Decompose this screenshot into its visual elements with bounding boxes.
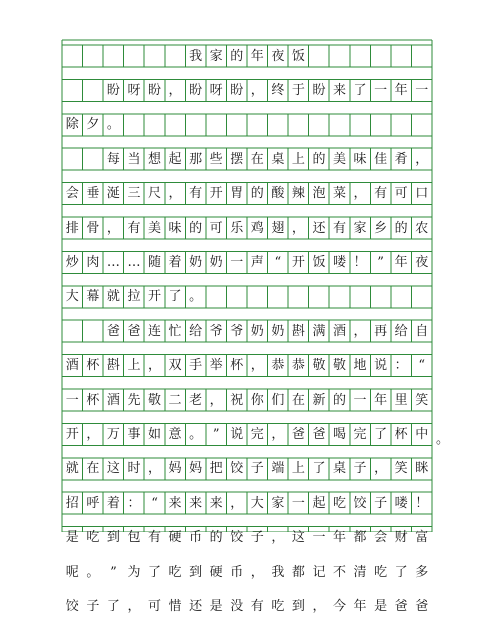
grid-character: 美	[148, 220, 162, 236]
grid-character: 终	[271, 82, 285, 98]
grid-character: 这	[291, 530, 305, 546]
grid-character	[62, 148, 83, 170]
grid-character: 爸	[291, 426, 305, 442]
grid-character: 排	[65, 220, 79, 236]
grid-character: 拉	[127, 289, 141, 305]
grid-character	[165, 45, 186, 67]
grid-character: ：	[127, 495, 141, 511]
grid-character: 了	[168, 289, 182, 305]
grid-character: 夕	[86, 117, 100, 133]
grid-character: 了	[374, 426, 388, 442]
grid-character: ，	[291, 220, 305, 236]
grid-character: 万	[106, 426, 120, 442]
grid-character: ”	[212, 426, 220, 442]
grid-character: 都	[353, 530, 367, 546]
grid-character: 给	[394, 323, 408, 339]
grid-character	[62, 45, 83, 67]
grid-character: 来	[168, 495, 182, 511]
grid-character: 幕	[86, 289, 100, 305]
grid-character: 爸	[394, 598, 408, 614]
grid-character: 清	[353, 564, 367, 580]
grid-character: 币	[189, 530, 203, 546]
grid-character: 今	[333, 598, 347, 614]
grid-character: 是	[209, 598, 223, 614]
grid-character: 夜	[271, 48, 285, 64]
grid-character: 惜	[168, 598, 182, 614]
grid-character: 一	[230, 254, 244, 270]
grid-character: 们	[271, 392, 285, 408]
grid-character: 饺	[353, 495, 367, 511]
grid-character: 子	[250, 461, 264, 477]
grid-character: 斟	[106, 358, 120, 374]
grid-character	[83, 79, 104, 101]
grid-character: 奶	[189, 254, 203, 270]
grid-character: 币	[230, 564, 244, 580]
grid-character: 吃	[333, 495, 347, 511]
grid-character: ，	[148, 358, 162, 374]
grid-character: 敬	[333, 358, 347, 374]
grid-character: 大	[250, 495, 264, 511]
grid-character: 子	[250, 530, 264, 546]
grid-character: 里	[394, 392, 408, 408]
grid-character: 说	[230, 426, 244, 442]
grid-character: 老	[189, 392, 203, 408]
grid-character: 味	[353, 151, 367, 167]
grid-character: 眯	[415, 461, 429, 477]
grid-character: 三	[127, 186, 141, 202]
grid-character: 涎	[106, 186, 120, 202]
grid-character: 笑	[415, 392, 429, 408]
grid-character: 年	[394, 254, 408, 270]
grid-character: “	[418, 358, 426, 374]
grid-character: 一	[291, 495, 305, 511]
grid-character: 双	[168, 358, 182, 374]
grid-character: 呀	[209, 82, 223, 98]
grid-character: 爷	[230, 323, 244, 339]
grid-character: ”	[110, 564, 117, 580]
grid-character: …	[106, 254, 120, 270]
grid-character: 妈	[189, 461, 203, 477]
grid-character: 吃	[271, 598, 285, 614]
grid-character: 硬	[209, 564, 223, 580]
grid-character: 当	[127, 151, 141, 167]
grid-character: 有	[250, 598, 264, 614]
grid-character: 自	[415, 323, 429, 339]
grid-character: 吃	[86, 530, 100, 546]
grid-character: 中	[415, 426, 429, 442]
grid-character: 杯	[394, 426, 408, 442]
grid-character: 呼	[86, 495, 100, 511]
grid-character: 说	[374, 358, 388, 374]
grid-character: 到	[106, 530, 120, 546]
grid-character: ，	[353, 186, 367, 202]
grid-character: 再	[374, 323, 388, 339]
grid-character: 。	[106, 117, 120, 133]
grid-character: 新	[312, 392, 326, 408]
grid-character: 一	[415, 82, 429, 98]
grid-character: “	[274, 254, 282, 270]
grid-character: 在	[86, 461, 100, 477]
grid-character: ，	[230, 495, 244, 511]
grid-character	[144, 45, 165, 67]
grid-character: 举	[209, 358, 223, 374]
grid-character: 炒	[65, 254, 79, 270]
grid-character: ，	[127, 598, 141, 614]
grid-character: 财	[394, 530, 408, 546]
grid-character: 年	[374, 392, 388, 408]
grid-character: 饭	[291, 48, 305, 64]
grid-character: 子	[86, 598, 100, 614]
grid-character: 随	[148, 254, 162, 270]
grid-character: …	[127, 254, 141, 270]
grid-character: 的	[189, 220, 203, 236]
grid-character: 酒	[65, 358, 79, 374]
grid-character: 菜	[333, 186, 347, 202]
grid-character: 一	[65, 392, 79, 408]
grid-character: 。	[189, 426, 203, 442]
grid-character: 盼	[312, 82, 326, 98]
grid-character: 完	[250, 426, 264, 442]
grid-character	[62, 79, 83, 101]
grid-character: 上	[291, 461, 305, 477]
grid-character: 喝	[333, 426, 347, 442]
grid-character: 喽	[394, 495, 408, 511]
grid-character: 鸡	[250, 220, 264, 236]
grid-character: 爷	[209, 323, 223, 339]
grid-character	[103, 45, 124, 67]
grid-character: 酒	[106, 392, 120, 408]
grid-character: 盼	[106, 82, 120, 98]
grid-character: 起	[168, 151, 182, 167]
grid-character: ，	[168, 186, 182, 202]
grid-character: 的	[312, 151, 326, 167]
grid-character: 了	[312, 461, 326, 477]
grid-character: 富	[415, 530, 429, 546]
grid-character: 吃	[374, 564, 388, 580]
grid-character: 还	[312, 220, 326, 236]
grid-character: 你	[250, 392, 264, 408]
grid-character: 硬	[168, 530, 182, 546]
grid-character: 是	[65, 530, 79, 546]
grid-character: 满	[312, 323, 326, 339]
grid-character: 饺	[65, 598, 79, 614]
grid-character: 盼	[189, 82, 203, 98]
grid-character: 来	[189, 495, 203, 511]
grid-character: 喽	[333, 254, 347, 270]
grid-character: 一	[312, 530, 326, 546]
grid-character: 祝	[230, 392, 244, 408]
grid-character: 有	[148, 530, 162, 546]
grid-character: 酸	[271, 186, 285, 202]
grid-character: 会	[65, 186, 79, 202]
grid-character: ，	[374, 461, 388, 477]
grid-character: 酒	[333, 323, 347, 339]
grid-character: 会	[374, 530, 388, 546]
grid-character: 包	[127, 530, 141, 546]
grid-character: 恭	[271, 358, 285, 374]
grid-character: 垂	[86, 186, 100, 202]
grid-character: 呢	[65, 564, 79, 580]
grid-character: 起	[312, 495, 326, 511]
grid-character: 不	[333, 564, 347, 580]
grid-character: 有	[189, 186, 203, 202]
grid-character: 的	[394, 220, 408, 236]
grid-character: 时	[127, 461, 141, 477]
grid-character: 笑	[394, 461, 408, 477]
grid-character: ，	[148, 461, 162, 477]
grid-character: “	[151, 495, 158, 511]
grid-character: 饺	[230, 461, 244, 477]
grid-character: 忙	[168, 323, 182, 339]
grid-character: ！	[415, 495, 429, 511]
grid-character: 爸	[312, 426, 326, 442]
grid-character: 了	[394, 564, 408, 580]
grid-character: 翅	[271, 220, 285, 236]
grid-character: 敬	[148, 392, 162, 408]
grid-character: 地	[353, 358, 367, 374]
grid-character: 开	[209, 186, 223, 202]
grid-character: 了	[106, 598, 120, 614]
grid-character	[83, 148, 104, 170]
grid-character: 可	[394, 186, 408, 202]
grid-character: 大	[65, 289, 79, 305]
grid-character: ：	[394, 358, 408, 374]
grid-character: ，	[250, 358, 264, 374]
grid-character: 子	[374, 495, 388, 511]
grid-character: 开	[65, 426, 79, 442]
grid-character: 有	[127, 220, 141, 236]
grid-character: 一	[353, 392, 367, 408]
grid-character: 到	[189, 564, 203, 580]
grid-character: 想	[148, 151, 162, 167]
grid-character: 杯	[230, 358, 244, 374]
grid-character: 夜	[415, 254, 429, 270]
grid-character	[124, 45, 145, 67]
grid-character: 桌	[271, 151, 285, 167]
grid-character: ，	[250, 82, 264, 98]
grid-character: 些	[209, 151, 223, 167]
grid-character: 。	[86, 564, 100, 580]
grid-character: 尺	[148, 186, 162, 202]
grid-character: 如	[148, 426, 162, 442]
grid-character: 就	[106, 289, 120, 305]
grid-character: 恭	[291, 358, 305, 374]
grid-character: 连	[148, 323, 162, 339]
grid-character: 年	[333, 530, 347, 546]
grid-character: 奶	[271, 323, 285, 339]
grid-character: 呀	[127, 82, 141, 98]
grid-character: 就	[65, 461, 79, 477]
grid-character: ，	[415, 151, 429, 167]
grid-character: 招	[65, 495, 79, 511]
grid-character: 饭	[312, 254, 326, 270]
grid-character: ，	[271, 530, 285, 546]
grid-character: 上	[291, 151, 305, 167]
grid-character: ”	[377, 254, 384, 270]
grid-character: 的	[250, 186, 264, 202]
grid-character: 年	[394, 82, 408, 98]
grid-character: 着	[168, 254, 182, 270]
grid-character: 家	[271, 495, 285, 511]
grid-character: 上	[127, 358, 141, 374]
grid-character: ！	[353, 254, 367, 270]
grid-character: ，	[209, 392, 223, 408]
grid-character: ，	[86, 426, 100, 442]
grid-character: ，	[106, 220, 120, 236]
grid-character: ，	[250, 564, 264, 580]
grid-character: 二	[168, 392, 182, 408]
grid-character: 意	[168, 426, 182, 442]
grid-character: 还	[189, 598, 203, 614]
grid-character: 可	[148, 598, 162, 614]
grid-character: 有	[374, 186, 388, 202]
grid-character: 肴	[394, 151, 408, 167]
grid-character: 事	[127, 426, 141, 442]
grid-character	[83, 45, 104, 67]
grid-character: 杯	[86, 392, 100, 408]
grid-character: 着	[106, 495, 120, 511]
grid-character: 那	[189, 151, 203, 167]
grid-character: 完	[353, 426, 367, 442]
grid-character: 爸	[106, 323, 120, 339]
grid-character: 我	[189, 48, 203, 64]
grid-character: 的	[230, 48, 244, 64]
grid-character: 为	[127, 564, 141, 580]
grid-character: 声	[250, 254, 264, 270]
grid-character: 辣	[291, 186, 305, 202]
grid-character: 美	[333, 151, 347, 167]
margin-punctuation: 。	[436, 432, 450, 448]
grid-character: ，	[312, 598, 326, 614]
grid-character: 乐	[230, 220, 244, 236]
grid-character: ，	[271, 426, 285, 442]
grid-character: 端	[271, 461, 285, 477]
grid-character: 胃	[230, 186, 244, 202]
grid-character: 农	[415, 220, 429, 236]
grid-character: 来	[209, 495, 223, 511]
grid-character: 桌	[333, 461, 347, 477]
grid-character: 在	[250, 151, 264, 167]
grid-character: 饺	[230, 530, 244, 546]
grid-character: 家	[209, 48, 223, 64]
grid-character: 一	[374, 82, 388, 98]
grid-character: 把	[209, 461, 223, 477]
grid-character: 摆	[230, 151, 244, 167]
grid-character: 味	[168, 220, 182, 236]
grid-character: 手	[189, 358, 203, 374]
grid-character: 可	[209, 220, 223, 236]
grid-character: 于	[291, 82, 305, 98]
grid-character: 妈	[168, 461, 182, 477]
grid-character: 在	[291, 392, 305, 408]
grid-character: 骨	[86, 220, 100, 236]
grid-character: 盼	[230, 82, 244, 98]
grid-character: 奶	[250, 323, 264, 339]
grid-character: 佳	[374, 151, 388, 167]
grid-character: 盼	[148, 82, 162, 98]
grid-character: 泡	[312, 186, 326, 202]
grid-character: 家	[353, 220, 367, 236]
grid-character: 没	[230, 598, 244, 614]
grid-character: 来	[333, 82, 347, 98]
grid-character: 吃	[168, 564, 182, 580]
grid-character: 开	[291, 254, 305, 270]
grid-character: 。	[189, 289, 203, 305]
grid-character: 年	[250, 48, 264, 64]
grid-character: 先	[127, 392, 141, 408]
grid-character: 斟	[291, 323, 305, 339]
grid-character: 乡	[374, 220, 388, 236]
grid-character	[62, 320, 83, 342]
grid-character: 的	[209, 530, 223, 546]
grid-character: 每	[106, 151, 120, 167]
grid-character: 开	[148, 289, 162, 305]
grid-character: 有	[333, 220, 347, 236]
grid-character: 了	[148, 564, 162, 580]
grid-character: 除	[65, 117, 79, 133]
grid-character: 年	[353, 598, 367, 614]
grid-character: 多	[415, 564, 429, 580]
grid-character: 爸	[415, 598, 429, 614]
grid-character: 肉	[86, 254, 100, 270]
grid-character: 给	[189, 323, 203, 339]
grid-character: 的	[333, 392, 347, 408]
grid-character: 都	[291, 564, 305, 580]
grid-character: 我	[271, 564, 285, 580]
grid-character	[83, 320, 104, 342]
grid-character: 杯	[86, 358, 100, 374]
grid-character: 奶	[209, 254, 223, 270]
grid-character: ，	[168, 82, 182, 98]
grid-character: 这	[106, 461, 120, 477]
grid-character: 爸	[127, 323, 141, 339]
grid-character: 记	[312, 564, 326, 580]
grid-character: 了	[353, 82, 367, 98]
grid-character: 到	[291, 598, 305, 614]
grid-character: 敬	[312, 358, 326, 374]
grid-character: 子	[353, 461, 367, 477]
grid-character: 是	[374, 598, 388, 614]
grid-character: 口	[415, 186, 429, 202]
grid-character: ，	[353, 323, 367, 339]
